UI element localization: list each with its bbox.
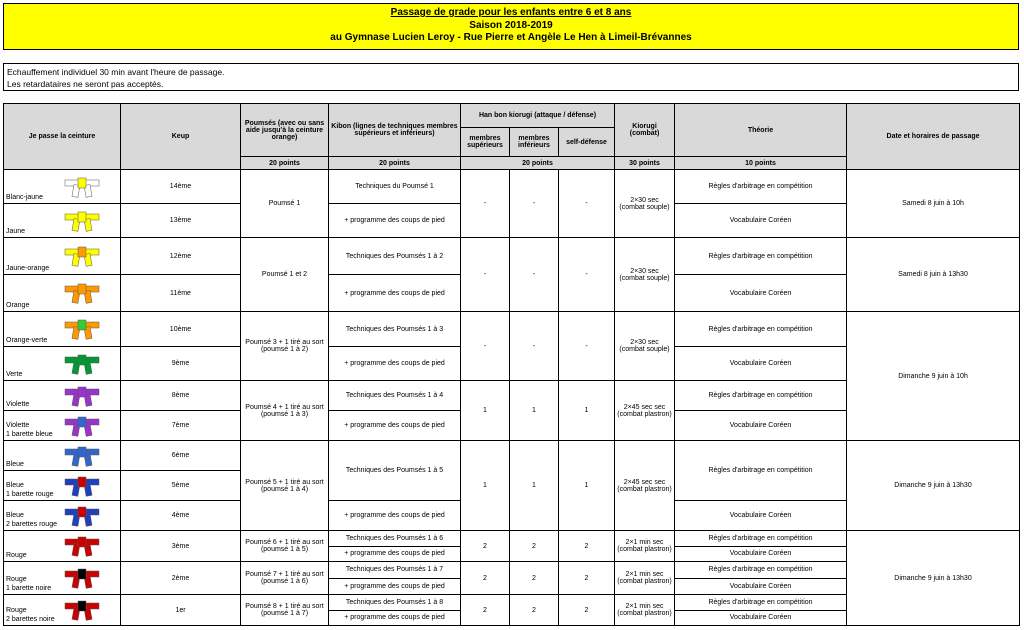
keup-cell: 2ème <box>121 562 241 595</box>
poumse-cell: Poumsé 7 + 1 tiré au sort (poumsé 1 à 6) <box>241 562 329 595</box>
kibon-cell: Techniques des Poumsés 1 à 3 <box>329 312 461 347</box>
belt-name: Rouge 1 barette noire <box>6 576 52 592</box>
poumse-cell: Poumsé 8 + 1 tiré au sort (poumsé 1 à 7) <box>241 595 329 626</box>
kibon-cell: Techniques des Poumsés 1 à 8 <box>329 595 461 611</box>
kiorugi-cell: 2×45 sec sec (combat plastron) <box>615 381 675 441</box>
membres-sup-cell: 1 <box>461 381 510 441</box>
belt-name: Violette <box>6 400 30 408</box>
theorie-cell: Règles d'arbitrage en compétition <box>675 441 847 501</box>
theorie-cell: Règles d'arbitrage en compétition <box>675 238 847 275</box>
header-points-han-bon: 20 points <box>461 157 615 170</box>
belt-cell <box>4 595 121 626</box>
self-defense-cell: - <box>559 312 615 381</box>
header-theorie: Théorie <box>675 104 847 157</box>
theorie-cell: Règles d'arbitrage en compétition <box>675 595 847 611</box>
kibon-cell: + programme des coups de pied <box>329 501 461 531</box>
poumse-cell: Poumsé 5 + 1 tiré au sort (poumsé 1 à 4) <box>241 441 329 531</box>
theorie-cell: Vocabulaire Coréen <box>675 546 847 562</box>
belt-name: Blanc-jaune <box>6 193 43 201</box>
membres-sup-cell: 2 <box>461 595 510 626</box>
keup-cell: 12ème <box>121 238 241 275</box>
keup-cell: 14ème <box>121 170 241 204</box>
kiorugi-cell: 2×1 min sec (combat plastron) <box>615 595 675 626</box>
kiorugi-cell: 2×1 min sec (combat plastron) <box>615 531 675 562</box>
kiorugi-cell: 2×1 min sec (combat plastron) <box>615 562 675 595</box>
belt-name: Bleue 2 barettes rouge <box>6 512 57 528</box>
self-defense-cell: 2 <box>559 562 615 595</box>
belt-icon <box>63 282 101 304</box>
belt-cell <box>4 238 121 275</box>
kibon-cell: + programme des coups de pied <box>329 204 461 238</box>
kibon-cell: Techniques des Poumsés 1 à 7 <box>329 562 461 579</box>
header-han-bon: Han bon kiorugi (attaque / défense) <box>461 104 615 128</box>
notes-box <box>3 63 1019 91</box>
header-poumses: Poumsés (avec ou sans aide jusqu'à la ceinture orange) <box>241 104 329 157</box>
kiorugi-cell: 2×30 sec (combat souple) <box>615 238 675 312</box>
belt-cell <box>4 562 121 595</box>
header-points-theorie: 10 points <box>675 157 847 170</box>
self-defense-cell: - <box>559 238 615 312</box>
poumse-cell: Poumsé 6 + 1 tiré au sort (poumsé 1 à 5) <box>241 531 329 562</box>
keup-cell: 8ème <box>121 381 241 411</box>
kibon-cell: + programme des coups de pied <box>329 347 461 381</box>
keup-cell: 10ème <box>121 312 241 347</box>
header-date: Date et horaires de passage <box>847 104 1020 170</box>
belt-icon <box>63 385 101 407</box>
belt-icon <box>63 445 101 467</box>
keup-cell: 4ème <box>121 501 241 531</box>
page-title-banner <box>3 3 1019 50</box>
kiorugi-cell: 2×30 sec (combat souple) <box>615 170 675 238</box>
note-line-2: Les retardataires ne seront pas acceptés. <box>7 79 164 89</box>
header-points-kiorugi: 30 points <box>615 157 675 170</box>
header-kiorugi: Kiorugi (combat) <box>615 104 675 157</box>
belt-icon <box>63 505 101 527</box>
self-defense-cell: 2 <box>559 531 615 562</box>
kibon-cell: Techniques des Poumsés 1 à 5 <box>329 441 461 501</box>
belt-cell <box>4 471 121 501</box>
belt-name: Rouge 2 barettes noire <box>6 607 55 623</box>
membres-sup-cell: - <box>461 238 510 312</box>
theorie-cell: Vocabulaire Coréen <box>675 501 847 531</box>
kiorugi-cell: 2×30 sec (combat souple) <box>615 312 675 381</box>
belt-cell <box>4 347 121 381</box>
date-cell: Dimanche 9 juin à 13h30 <box>847 441 1020 531</box>
theorie-cell: Règles d'arbitrage en compétition <box>675 562 847 579</box>
kibon-cell: Techniques des Poumsés 1 à 6 <box>329 531 461 547</box>
keup-cell: 9ème <box>121 347 241 381</box>
title-line-2: Saison 2018-2019 <box>469 19 553 31</box>
keup-cell: 11ème <box>121 275 241 312</box>
kibon-cell: Techniques du Poumsé 1 <box>329 170 461 204</box>
theorie-cell: Vocabulaire Coréen <box>675 411 847 441</box>
belt-icon <box>63 567 101 589</box>
belt-name: Bleue <box>6 460 24 468</box>
kibon-cell: Techniques des Poumsés 1 à 4 <box>329 381 461 411</box>
kibon-cell: + programme des coups de pied <box>329 411 461 441</box>
belt-cell <box>4 501 121 531</box>
date-cell: Samedi 8 juin à 13h30 <box>847 238 1020 312</box>
kiorugi-cell: 2×45 sec sec (combat plastron) <box>615 441 675 531</box>
date-cell: Dimanche 9 juin à 13h30 <box>847 531 1020 626</box>
keup-cell: 13ème <box>121 204 241 238</box>
membres-inf-cell: 2 <box>510 562 559 595</box>
keup-cell: 1er <box>121 595 241 626</box>
belt-cell <box>4 411 121 441</box>
belt-icon <box>63 353 101 375</box>
theorie-cell: Vocabulaire Coréen <box>675 204 847 238</box>
belt-name: Orange <box>6 301 30 309</box>
membres-sup-cell: 2 <box>461 531 510 562</box>
belt-cell <box>4 170 121 204</box>
belt-name: Rouge <box>6 551 27 559</box>
membres-sup-cell: - <box>461 170 510 238</box>
belt-name: Violette 1 barette bleue <box>6 422 53 438</box>
belt-name: Jaune-orange <box>6 264 50 272</box>
belt-icon <box>63 475 101 497</box>
kibon-cell: + programme des coups de pied <box>329 610 461 626</box>
belt-icon <box>63 318 101 340</box>
membres-inf-cell: 1 <box>510 381 559 441</box>
kibon-cell: + programme des coups de pied <box>329 546 461 562</box>
membres-inf-cell: 2 <box>510 595 559 626</box>
poumse-cell: Poumsé 4 + 1 tiré au sort (poumsé 1 à 3) <box>241 381 329 441</box>
header-points-poumses: 20 points <box>241 157 329 170</box>
header-keup: Keup <box>121 104 241 170</box>
kibon-cell: + programme des coups de pied <box>329 275 461 312</box>
belt-name: Verte <box>6 370 23 378</box>
keup-cell: 7ème <box>121 411 241 441</box>
theorie-cell: Vocabulaire Coréen <box>675 578 847 595</box>
poumse-cell: Poumsé 1 <box>241 170 329 238</box>
header-membres-sup: membres supérieurs <box>461 128 510 157</box>
belt-name: Bleue 1 barette rouge <box>6 482 54 498</box>
theorie-cell: Règles d'arbitrage en compétition <box>675 170 847 204</box>
membres-inf-cell: - <box>510 312 559 381</box>
belt-icon <box>63 210 101 232</box>
belt-icon <box>63 245 101 267</box>
membres-inf-cell: 2 <box>510 531 559 562</box>
theorie-cell: Vocabulaire Coréen <box>675 610 847 626</box>
poumse-cell: Poumsé 3 + 1 tiré au sort (poumsé 1 à 2) <box>241 312 329 381</box>
belt-cell <box>4 531 121 562</box>
belt-icon <box>63 176 101 198</box>
header-self-defense: self-défense <box>559 128 615 157</box>
belt-icon <box>63 535 101 557</box>
belt-name: Jaune <box>6 227 26 235</box>
membres-sup-cell: 1 <box>461 441 510 531</box>
self-defense-cell: 1 <box>559 381 615 441</box>
title-line-1: Passage de grade pour les enfants entre 6 et 8 ans <box>390 7 632 18</box>
self-defense-cell: 1 <box>559 441 615 531</box>
theorie-cell: Règles d'arbitrage en compétition <box>675 531 847 547</box>
kibon-cell: Techniques des Poumsés 1 à 2 <box>329 238 461 275</box>
theorie-cell: Vocabulaire Coréen <box>675 275 847 312</box>
belt-icon <box>63 599 101 621</box>
header-ceinture: Je passe la ceinture <box>4 104 121 170</box>
keup-cell: 6ème <box>121 441 241 471</box>
self-defense-cell: - <box>559 170 615 238</box>
header-membres-inf: membres inférieurs <box>510 128 559 157</box>
membres-sup-cell: - <box>461 312 510 381</box>
header-kibon: Kibon (lignes de techniques membres supérieurs et inférieurs) <box>329 104 461 157</box>
belt-cell <box>4 312 121 347</box>
membres-inf-cell: - <box>510 238 559 312</box>
belt-cell <box>4 275 121 312</box>
date-cell: Dimanche 9 juin à 10h <box>847 312 1020 441</box>
keup-cell: 3ème <box>121 531 241 562</box>
kibon-cell: + programme des coups de pied <box>329 578 461 595</box>
poumse-cell: Poumsé 1 et 2 <box>241 238 329 312</box>
title-line-3: au Gymnase Lucien Leroy - Rue Pierre et Angèle Le Hen à Limeil-Brévannes <box>330 32 692 43</box>
self-defense-cell: 2 <box>559 595 615 626</box>
belt-icon <box>63 415 101 437</box>
theorie-cell: Vocabulaire Coréen <box>675 347 847 381</box>
header-points-kibon: 20 points <box>329 157 461 170</box>
keup-cell: 5ème <box>121 471 241 501</box>
grade-table <box>3 103 1020 626</box>
date-cell: Samedi 8 juin à 10h <box>847 170 1020 238</box>
belt-cell <box>4 441 121 471</box>
belt-name: Orange-verte <box>6 336 48 344</box>
membres-inf-cell: 1 <box>510 441 559 531</box>
note-line-1: Echauffement individuel 30 min avant l'heure de passage. <box>7 67 225 77</box>
theorie-cell: Règles d'arbitrage en compétition <box>675 312 847 347</box>
membres-inf-cell: - <box>510 170 559 238</box>
theorie-cell: Règles d'arbitrage en compétition <box>675 381 847 411</box>
membres-sup-cell: 2 <box>461 562 510 595</box>
belt-cell <box>4 204 121 238</box>
belt-cell <box>4 381 121 411</box>
